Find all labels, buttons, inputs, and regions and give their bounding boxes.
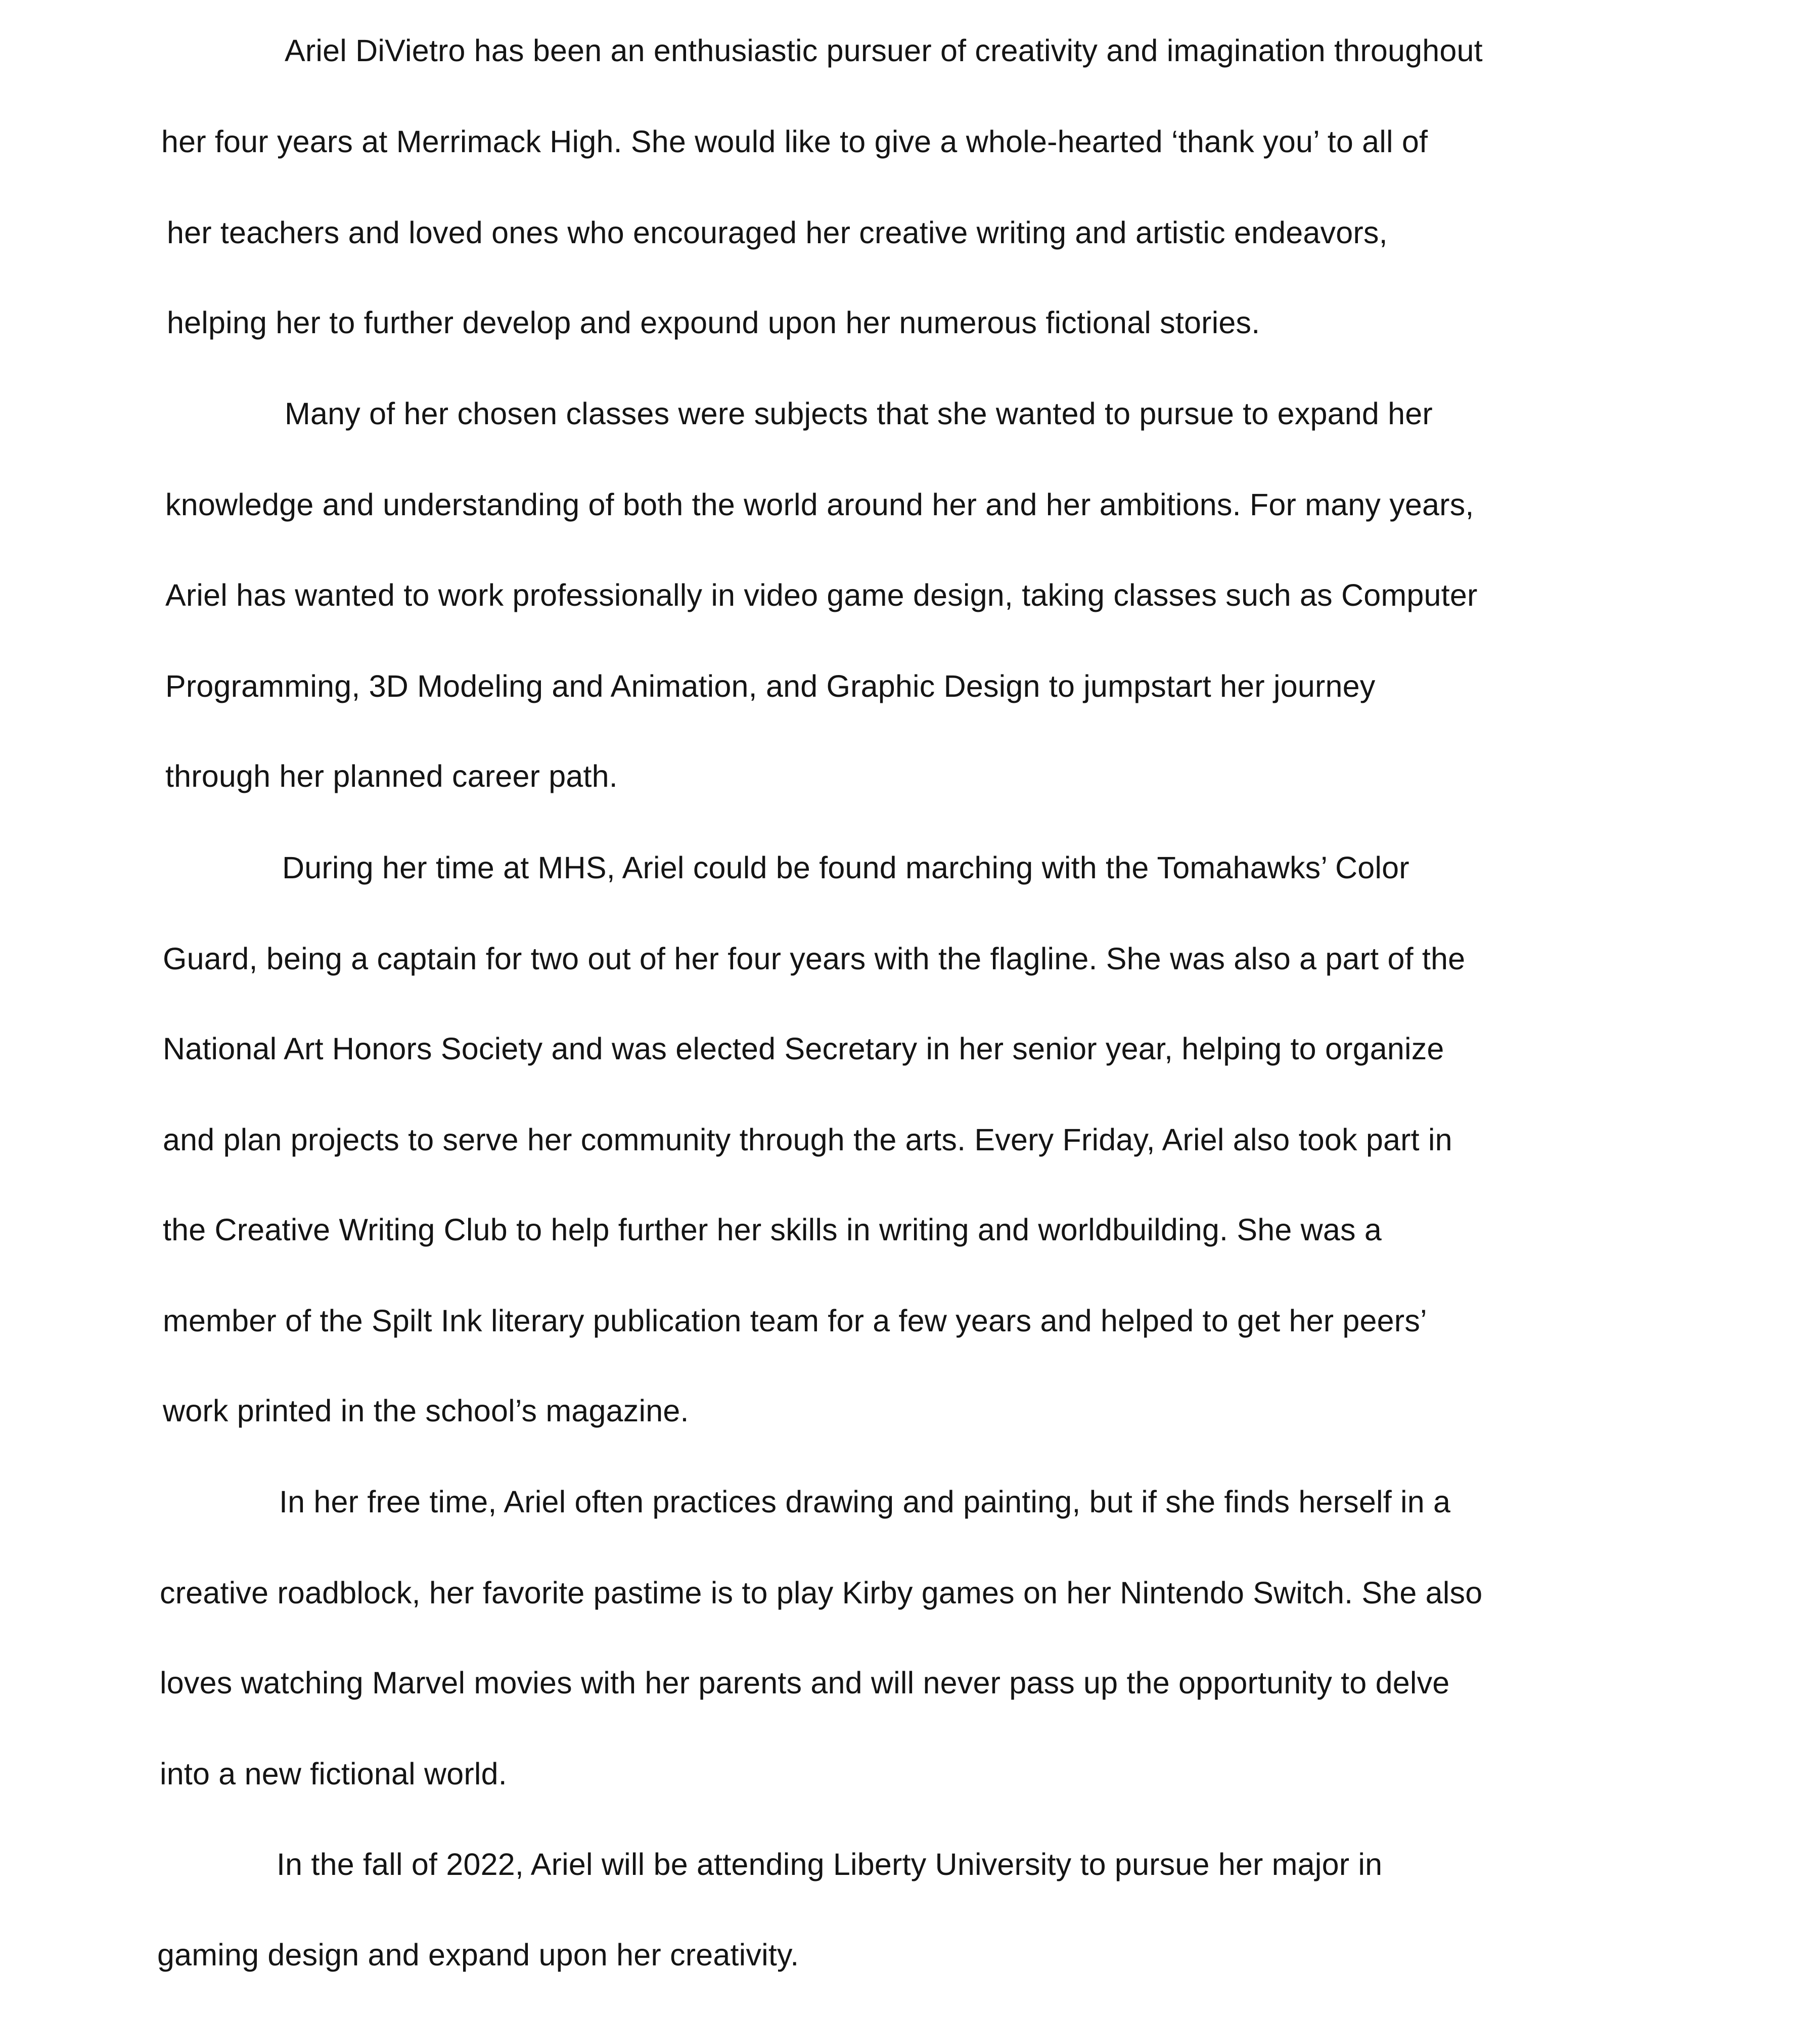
paragraph-4-line-1: In her free time, Ariel often practices drawing and painting, but if she finds herself in a <box>279 1485 1451 1519</box>
paragraph-2-line-1: Many of her chosen classes were subjects that she wanted to pursue to expand her <box>285 396 1433 431</box>
paragraph-3-line-3: National Art Honors Society and was elected Secretary in her senior year, helping to organize <box>163 1032 1444 1066</box>
paragraph-5-line-1: In the fall of 2022, Ariel will be attending Liberty University to pursue her major in <box>277 1847 1383 1881</box>
paragraph-2-line-5: through her planned career path. <box>165 759 618 793</box>
paragraph-1-line-4: helping her to further develop and expound upon her numerous fictional stories. <box>167 305 1260 340</box>
paragraph-1-line-2: her four years at Merrimack High. She would like to give a whole-hearted ‘thank you’ to all of <box>161 124 1428 159</box>
paragraph-4-line-4: into a new fictional world. <box>160 1757 507 1791</box>
paragraph-4-line-3: loves watching Marvel movies with her parents and will never pass up the opportunity to delve <box>160 1666 1450 1700</box>
paragraph-3-line-1: During her time at MHS, Ariel could be found marching with the Tomahawks’ Color <box>282 850 1409 885</box>
paragraph-1-line-1: Ariel DiVietro has been an enthusiastic pursuer of creativity and imagination throughout <box>285 33 1483 68</box>
paragraph-2-line-4: Programming, 3D Modeling and Animation, and Graphic Design to jumpstart her journey <box>165 669 1376 703</box>
paragraph-5-line-2: gaming design and expand upon her creativity. <box>157 1938 799 1972</box>
paragraph-3-line-4: and plan projects to serve her community through the arts. Every Friday, Ariel also took part in <box>163 1123 1452 1157</box>
paragraph-4-line-2: creative roadblock, her favorite pastime is to play Kirby games on her Nintendo Switch. She also <box>160 1576 1483 1610</box>
paragraph-3-line-5: the Creative Writing Club to help further her skills in writing and worldbuilding. She was a <box>163 1213 1382 1247</box>
paragraph-3-line-7: work printed in the school’s magazine. <box>163 1394 689 1428</box>
paragraph-1-line-3: her teachers and loved ones who encouraged her creative writing and artistic endeavors, <box>167 215 1388 250</box>
paragraph-2-line-3: Ariel has wanted to work professionally in video game design, taking classes such as Computer <box>165 578 1478 612</box>
paragraph-3-line-2: Guard, being a captain for two out of her four years with the flagline. She was also a part of the <box>163 941 1466 976</box>
paragraph-3-line-6: member of the Spilt Ink literary publication team for a few years and helped to get her peers’ <box>163 1304 1427 1338</box>
paragraph-2-line-2: knowledge and understanding of both the world around her and her ambitions. For many years, <box>165 487 1474 522</box>
